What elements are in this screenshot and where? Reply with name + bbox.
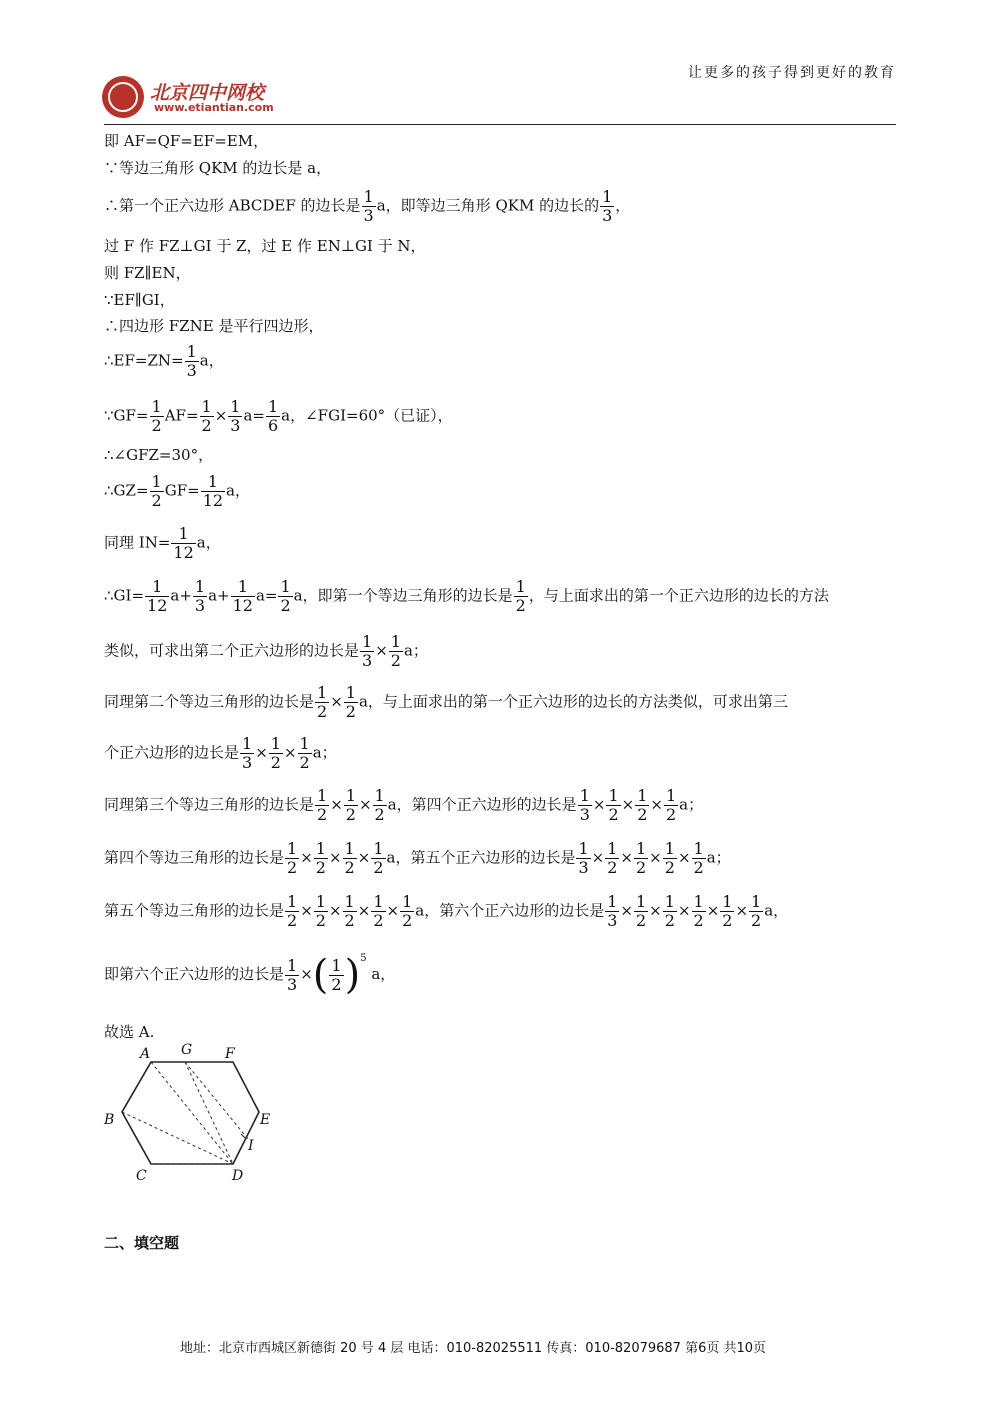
section-title: 二、填空题 bbox=[104, 1234, 180, 1252]
label-E: E bbox=[260, 1112, 271, 1128]
text-line: ∵等边三角形 QKM 的边长是 a， bbox=[104, 159, 332, 177]
text-line: 故选 A. bbox=[104, 1023, 155, 1041]
text-line: 个正六边形的边长是 $\frac{1}{3}$ × $\frac{1}{2}$ × $\frac{1}{2}$ a； bbox=[104, 734, 337, 772]
header-divider bbox=[104, 124, 896, 125]
hexagon-figure bbox=[100, 1040, 290, 1190]
text-line: 则 FZ∥EN， bbox=[104, 264, 191, 282]
text-line: ∴EF=ZN= $\frac{1}{3}$ a， bbox=[104, 342, 224, 380]
label-I: I bbox=[248, 1138, 254, 1154]
label-F: F bbox=[225, 1046, 235, 1062]
label-A: A bbox=[140, 1046, 151, 1062]
text-line: 同理 IN= $\frac{1}{12}$ a， bbox=[104, 524, 221, 562]
logo-name: 北京四中网校 bbox=[150, 82, 265, 104]
header-slogan: 让更多的孩子得到更好的教育 bbox=[688, 65, 896, 81]
text-line: 即 AF=QF=EF=EM， bbox=[104, 132, 269, 150]
label-B: B bbox=[104, 1112, 115, 1128]
text-line: 同理第三个等边三角形的边长是 $\frac{1}{2}$ × $\frac{1}{2}$ × $\frac{1}{2}$ a，第四个正六边形的边长是 $\frac{1}{3}$ × $\frac{1}{2}$ × $\frac{1}{2}$ × $\frac{1}{2}$ a； bbox=[104, 786, 704, 824]
text-line: ∵GF= $\frac{1}{2}$ AF= $\frac{1}{2}$ × $\frac{1}{3}$ a= $\frac{1}{6}$ a，∠FGI=60°（已证）， bbox=[104, 397, 453, 435]
text-line: 即第六个正六边形的边长是 $\frac{1}{3}$ ×( $\frac{1}{2}$ )$^5$ a， bbox=[104, 952, 396, 998]
text-line: ∵EF∥GI， bbox=[104, 291, 175, 309]
text-line: 第四个等边三角形的边长是 $\frac{1}{2}$ × $\frac{1}{2}$ × $\frac{1}{2}$ × $\frac{1}{2}$ a，第五个正六边形的边长是 $\frac{1}{3}$ × $\frac{1}{2}$ × $\frac{1}{2}$ × $\frac{1}{2}$ × $\frac{1}{2}$ a； bbox=[104, 839, 731, 877]
label-C: C bbox=[136, 1168, 147, 1184]
text-line: 过 F 作 FZ⊥GI 于 Z，过 E 作 EN⊥GI 于 N， bbox=[104, 237, 426, 255]
text-line: ∴GZ= $\frac{1}{2}$ GF= $\frac{1}{12}$ a， bbox=[104, 472, 250, 510]
logo-url: www.etiantian.com bbox=[154, 101, 274, 114]
text-line: ∴∠GFZ=30°， bbox=[104, 446, 214, 464]
text-line: ∴GI= $\frac{1}{12}$ a+ $\frac{1}{3}$ a+ $\frac{1}{12}$ a= $\frac{1}{2}$ a，即第一个等边三角形的边长是 $\frac{1}{2}$ ，与上面求出的第一个正六边形的边长的方法 bbox=[104, 577, 829, 615]
text-line: 第五个等边三角形的边长是 $\frac{1}{2}$ × $\frac{1}{2}$ × $\frac{1}{2}$ × $\frac{1}{2}$ × $\frac{1}{2}$ a，第六个正六边形的边长是 $\frac{1}{3}$ × $\frac{1}{2}$ × $\frac{1}{2}$ × $\frac{1}{2}$ × $\frac{1}{2}$ × $\frac{1}{2}$ a， bbox=[104, 892, 789, 930]
footer: 地址：北京市西城区新德街 20 号 4 层 电话：010-82025511 传真：010-82079687 第6页 共10页 bbox=[180, 1341, 767, 1356]
logo bbox=[102, 76, 302, 120]
text-line: 类似，可求出第二个正六边形的边长是 $\frac{1}{3}$ × $\frac{1}{2}$ a； bbox=[104, 632, 428, 670]
label-G: G bbox=[181, 1042, 193, 1058]
label-D: D bbox=[232, 1168, 244, 1184]
text-line: 同理第二个等边三角形的边长是 $\frac{1}{2}$ × $\frac{1}{2}$ a，与上面求出的第一个正六边形的边长的方法类似，可求出第三 bbox=[104, 683, 788, 721]
text-line: ∴第一个正六边形 ABCDEF 的边长是 $\frac{1}{3}$ a，即等边三角形 QKM 的边长的 $\frac{1}{3}$ ， bbox=[104, 187, 631, 225]
text-line: ∴四边形 FZNE 是平行四边形， bbox=[104, 317, 324, 335]
logo-emblem-icon bbox=[102, 76, 144, 118]
